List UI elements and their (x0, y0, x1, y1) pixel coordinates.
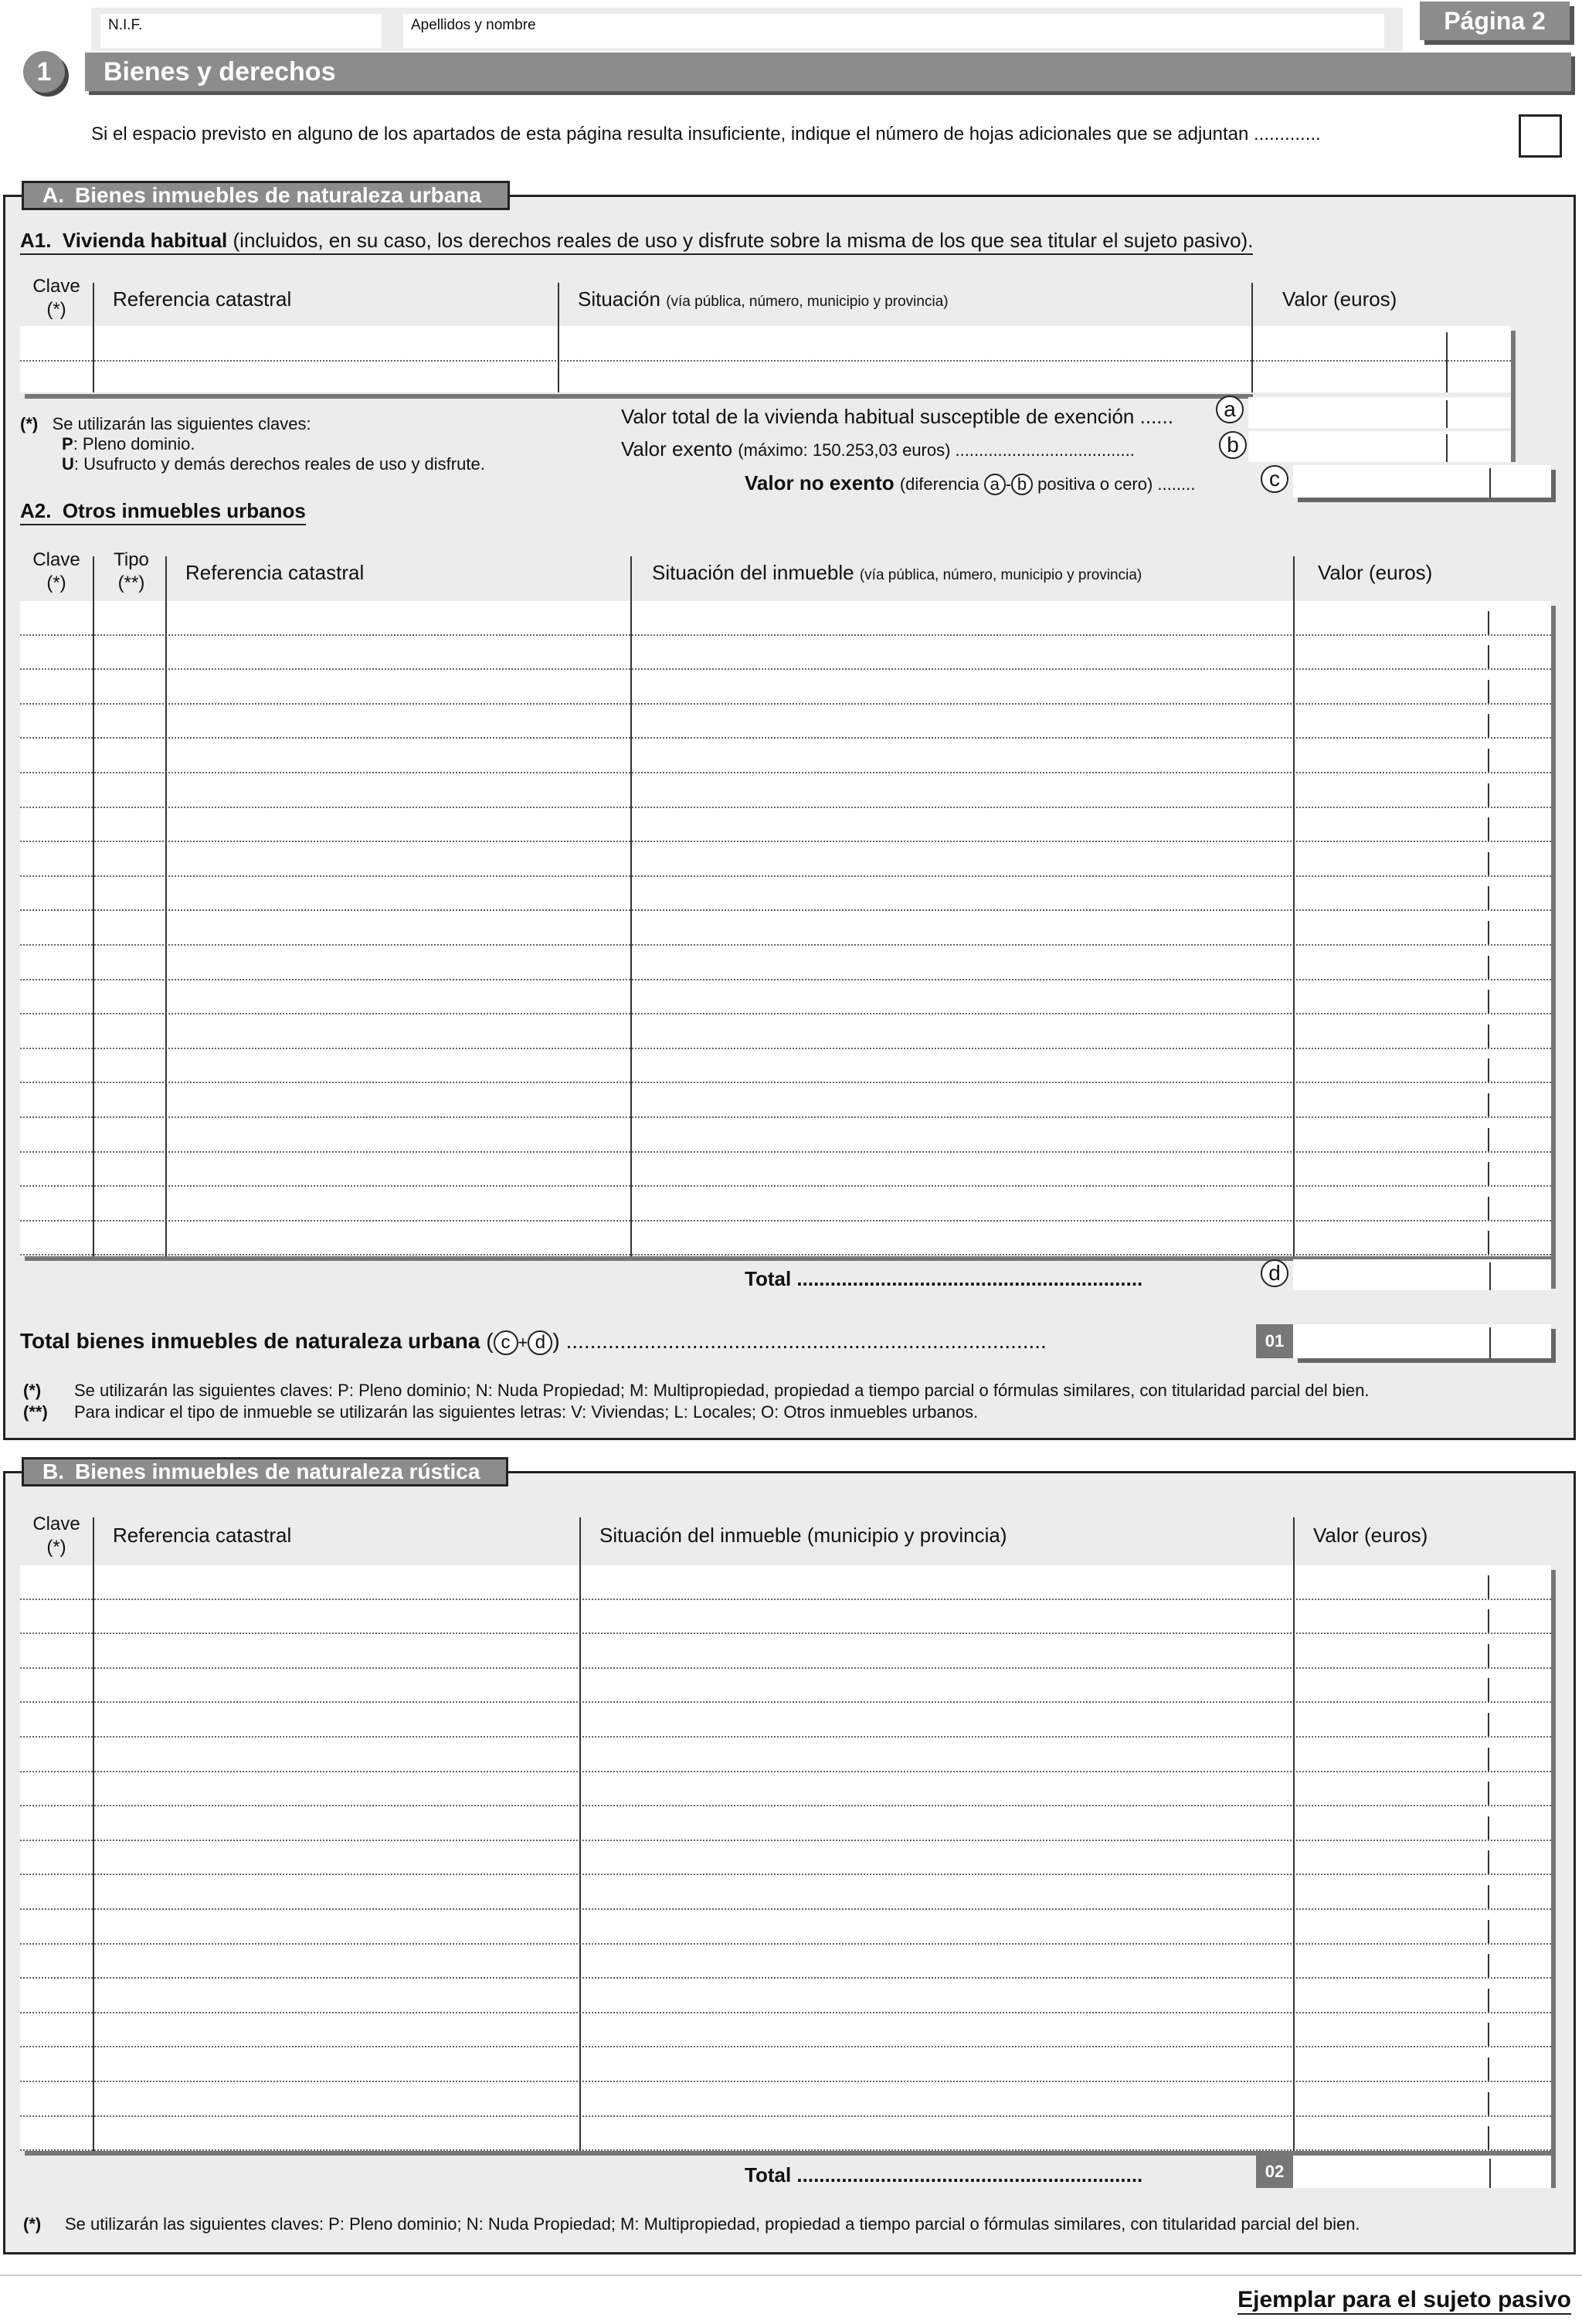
additional-sheets-input[interactable] (1519, 114, 1562, 158)
a1-total-input[interactable] (1248, 397, 1511, 428)
a1-key-p-code: P (62, 434, 73, 454)
footer-text: Ejemplar para el sujeto pasivo (1237, 2287, 1571, 2315)
b-note-text: Se utilizarán las siguientes claves: P: Pleno dominio; N: Nuda Propiedad; M: Multipropiedad, propiedad a tiempo parcial o fórmulas similares, con titularidad parcial del bien. (65, 2214, 1360, 2234)
a1-col-clave-note: (*) (46, 299, 66, 320)
table-row[interactable] (20, 1806, 1551, 1841)
cents-divider (1488, 680, 1489, 703)
cents-divider (1488, 1816, 1489, 1840)
table-row[interactable] (20, 1772, 1551, 1807)
a1-heading (20, 229, 1253, 253)
cents-divider (1488, 1713, 1489, 1736)
a1-vline-1 (93, 283, 94, 392)
a2-col-clave (29, 549, 83, 595)
additional-sheets-note: Si el espacio previsto en alguno de los apartados de esta página resulta insuficiente, indique el número de hojas adicionales que se adjuntan ............. (91, 124, 1321, 144)
table-row[interactable] (20, 2082, 1551, 2117)
b-note-mark: (*) (23, 2214, 42, 2234)
cents-divider (1488, 1885, 1489, 1908)
cents-divider (1488, 990, 1489, 1013)
table-row[interactable] (20, 1118, 1551, 1153)
a2-col-tipo (100, 549, 162, 595)
a1-col-clave (29, 275, 83, 321)
b-total-label: Total .............................................................. (745, 2163, 1143, 2186)
cents-divider (1488, 1197, 1489, 1220)
a1-letter-c-wrap (1261, 465, 1288, 493)
b-col-clave-label: Clave (32, 1514, 80, 1534)
a1-noexento-input[interactable] (1293, 465, 1551, 498)
cents-divider (1488, 2126, 1489, 2149)
a1-total-label: Valor total de la vivienda habitual susceptible de exención ...... (621, 405, 1173, 428)
table-row[interactable] (20, 1875, 1551, 1910)
a1-exento-note: (máximo: 150.253,03 euros) ...................................... (738, 440, 1135, 460)
b-shadow-right (1551, 1570, 1556, 2188)
b-col-clave (29, 1513, 83, 1559)
page-number: Página 2 (1420, 2, 1570, 40)
cents-divider (1488, 1162, 1489, 1185)
cents-divider (1488, 749, 1489, 772)
a1-exento-label: Valor exento (621, 437, 733, 460)
cents-divider (1488, 852, 1489, 875)
a1-exento-input[interactable] (1248, 431, 1511, 462)
a1-noexento-post: positiva o cero) ........ (1037, 474, 1196, 494)
rustica-code-02: 02 (1256, 2156, 1293, 2188)
a2-vline-1 (93, 556, 94, 1256)
a2-title: Otros inmuebles urbanos (62, 499, 306, 522)
b-col-sit: Situación del inmueble (municipio y provincia) (599, 1524, 1007, 1547)
table-row[interactable] (20, 1565, 1551, 1600)
urbana-grand-total-vline (1489, 1327, 1491, 1358)
b-vline-2 (579, 1517, 581, 2151)
cents-divider (1488, 645, 1489, 668)
a2-total-label: Total .............................................................. (745, 1267, 1143, 1290)
a1-noexento-b: b (1011, 474, 1033, 495)
table-row[interactable] (20, 1634, 1551, 1669)
a1-vline-2 (558, 283, 559, 392)
cents-divider (1488, 1782, 1489, 1805)
a1-row-divider (20, 360, 1511, 362)
b-rows (20, 1565, 1551, 2151)
a1-key-u-code: U (62, 454, 74, 474)
a1-rows (20, 326, 1511, 392)
table-row[interactable] (20, 946, 1551, 980)
a1-exento-vline (1446, 434, 1448, 462)
cents-divider (1488, 1920, 1489, 1943)
a1-col-valor: Valor (euros) (1282, 287, 1397, 311)
a1-title: Vivienda habitual (62, 229, 228, 252)
b-vline-1 (93, 1517, 94, 2151)
table-row[interactable] (20, 2117, 1551, 2152)
a1-key-p-text: : Pleno dominio. (73, 434, 195, 454)
table-row[interactable] (20, 1979, 1551, 2013)
table-row[interactable] (20, 1738, 1551, 1772)
a2-rows (20, 601, 1551, 1256)
a2-letter-d-wrap (1261, 1259, 1288, 1287)
tab-rustica-title: Bienes inmuebles de naturaleza rústica (75, 1459, 480, 1483)
a1-col-ref: Referencia catastral (113, 287, 292, 311)
cents-divider (1488, 1989, 1489, 2012)
table-row[interactable] (20, 2013, 1551, 2048)
a1-col-clave-label: Clave (32, 276, 80, 297)
table-row[interactable] (20, 1187, 1551, 1221)
urbana-note1-mark: (*) (23, 1381, 42, 1400)
table-row[interactable] (20, 670, 1551, 705)
a2-col-valor: Valor (euros) (1318, 561, 1433, 584)
a2-shadow-right (1551, 606, 1556, 1289)
section-title: Bienes y derechos (85, 53, 1571, 91)
nombre-field[interactable] (403, 14, 1384, 48)
cents-divider (1488, 1954, 1489, 1977)
tab-rustica-letter: B. (42, 1459, 64, 1483)
cents-divider (1488, 1058, 1489, 1082)
table-row[interactable] (20, 1153, 1551, 1187)
a1-bottom-rule (25, 394, 1253, 399)
a2-code: A2. (20, 499, 52, 522)
cents-divider (1488, 783, 1489, 807)
urbana-grand-total-paren: ( (486, 1329, 494, 1353)
tab-urbana (22, 181, 510, 210)
cents-divider (1488, 1128, 1489, 1151)
a2-vline-3 (630, 556, 632, 1256)
table-row[interactable] (20, 1221, 1551, 1256)
table-row[interactable] (20, 842, 1551, 877)
a2-heading (20, 499, 306, 523)
a1-vline-cents (1446, 332, 1448, 392)
table-row[interactable] (20, 1910, 1551, 1945)
a1-total-vline (1446, 400, 1448, 428)
a1-col-sit-note: (vía pública, número, municipio y provincia) (666, 294, 949, 310)
a1-letter-c: c (1261, 465, 1288, 493)
cents-divider (1488, 1644, 1489, 1667)
urbana-notes (23, 1380, 1560, 1423)
cents-divider (1488, 817, 1489, 841)
footer-rule (0, 2275, 1582, 2276)
a1-key-u-text: : Usufructo y demás derechos reales de uso y disfrute. (73, 454, 485, 474)
table-row[interactable] (20, 601, 1551, 636)
table-row[interactable] (20, 2047, 1551, 2082)
a1-subtitle: (incluidos, en su caso, los derechos reales de uso y disfrute sobre la misma de los que sea titular el sujeto pasivo). (233, 229, 1254, 252)
a1-noexento (745, 471, 1195, 495)
a2-col-sit-note: (vía pública, número, municipio y provincia) (859, 567, 1142, 583)
a1-noexento-a: a (984, 474, 1006, 495)
urbana-note2-mark: (**) (23, 1402, 48, 1422)
table-row[interactable] (20, 1945, 1551, 1979)
cents-divider (1488, 1575, 1489, 1599)
a2-vline-4 (1293, 556, 1295, 1256)
table-row[interactable] (20, 773, 1551, 808)
table-row[interactable] (20, 1703, 1551, 1738)
a1-shadow-right (1511, 331, 1516, 462)
tab-urbana-letter: A. (42, 183, 64, 207)
a1-letter-a: a (1216, 396, 1244, 423)
table-row[interactable] (20, 980, 1551, 1015)
b-total-input[interactable] (1293, 2156, 1551, 2188)
a1-keys-intro: Se utilizarán las siguientes claves: (52, 414, 311, 433)
urbana-grand-total (20, 1329, 1047, 1355)
a1-col-sit (578, 287, 949, 311)
a2-col-clave-label: Clave (32, 549, 80, 570)
nombre-label: Apellidos y nombre (411, 17, 536, 33)
a1-noexento-label: Valor no exento (745, 471, 895, 494)
a1-code: A1. (20, 229, 52, 252)
cents-divider (1488, 2023, 1489, 2046)
a1-noexento-pre: (diferencia (899, 474, 979, 494)
urbana-grand-total-c: c (494, 1330, 518, 1355)
table-row[interactable] (20, 1669, 1551, 1704)
cents-divider (1488, 1748, 1489, 1771)
cents-divider (1488, 2057, 1489, 2081)
urbana-note1-text: Se utilizarán las siguientes claves: P: Pleno dominio; N: Nuda Propiedad; M: Multipropiedad, propiedad a tiempo parcial o fórmulas similares, con titularidad parcial del bien. (74, 1381, 1370, 1400)
a1-noexento-dash: - (1005, 474, 1012, 494)
table-row[interactable] (20, 636, 1551, 671)
table-row[interactable] (20, 1049, 1551, 1084)
b-note (23, 2214, 1360, 2234)
a2-col-ref: Referencia catastral (185, 561, 365, 584)
table-row[interactable] (20, 1600, 1551, 1635)
a1-keys-mark: (*) (20, 414, 39, 433)
table-row[interactable] (20, 705, 1551, 739)
a2-total (745, 1267, 1142, 1291)
cents-divider (1488, 1024, 1489, 1048)
cents-divider (1488, 1231, 1489, 1254)
a1-noexento-vline (1489, 468, 1491, 498)
table-row[interactable] (20, 1083, 1551, 1118)
table-row[interactable] (20, 808, 1551, 843)
a2-vline-2 (165, 556, 167, 1256)
cents-divider (1488, 921, 1489, 944)
urbana-code-01: 01 (1256, 1324, 1293, 1358)
urbana-grand-total-label: Total bienes inmuebles de naturaleza urbana (20, 1329, 480, 1353)
a2-total-input[interactable] (1293, 1259, 1551, 1290)
table-row[interactable] (20, 911, 1551, 946)
section-number: 1 (23, 51, 65, 93)
b-col-ref: Referencia catastral (113, 1524, 292, 1547)
urbana-note2-text: Para indicar el tipo de inmueble se utilizarán las siguientes letras: V: Viviendas; L: Locales; O: Otros inmuebles urbanos. (74, 1402, 979, 1422)
cents-divider (1488, 956, 1489, 979)
urbana-grand-total-input[interactable] (1293, 1324, 1551, 1358)
urbana-grand-total-plus: + (518, 1333, 528, 1352)
nif-label: N.I.F. (108, 17, 143, 33)
a1-keys (20, 414, 485, 474)
nif-field[interactable] (100, 14, 382, 48)
a2-col-sit-label: Situación del inmueble (652, 561, 854, 584)
cents-divider (1488, 1093, 1489, 1116)
table-row[interactable] (20, 739, 1551, 773)
cents-divider (1488, 1678, 1489, 1701)
cents-divider (1488, 611, 1489, 634)
b-col-clave-note: (*) (46, 1537, 66, 1558)
cents-divider (1488, 1850, 1489, 1874)
urbana-grand-total-d: d (528, 1330, 552, 1355)
a2-col-sit (652, 561, 1142, 585)
a1-vline-3 (1251, 283, 1253, 392)
table-row[interactable] (20, 1014, 1551, 1049)
a1-letter-b-wrap (1219, 431, 1247, 459)
a2-letter-d: d (1261, 1259, 1288, 1287)
a2-col-tipo-label: Tipo (114, 549, 149, 570)
cents-divider (1488, 886, 1489, 909)
tab-urbana-title: Bienes inmuebles de naturaleza urbana (75, 183, 481, 207)
a2-col-tipo-note: (**) (117, 573, 145, 593)
cents-divider (1488, 2092, 1489, 2115)
a1-exento (621, 437, 1135, 461)
table-row[interactable] (20, 877, 1551, 912)
b-vline-3 (1293, 1517, 1295, 2151)
a1-letter-b: b (1219, 431, 1247, 459)
b-total-vline (1489, 2159, 1491, 2188)
a2-col-clave-note: (*) (46, 573, 66, 593)
cents-divider (1488, 1609, 1489, 1633)
table-row[interactable] (20, 1841, 1551, 1876)
tab-rustica (22, 1457, 508, 1486)
urbana-grand-total-dots: ) ................................................................................ (552, 1329, 1047, 1353)
b-col-valor: Valor (euros) (1313, 1524, 1428, 1547)
a2-total-vline (1489, 1262, 1491, 1290)
cents-divider (1488, 714, 1489, 737)
a1-col-sit-label: Situación (578, 287, 660, 311)
